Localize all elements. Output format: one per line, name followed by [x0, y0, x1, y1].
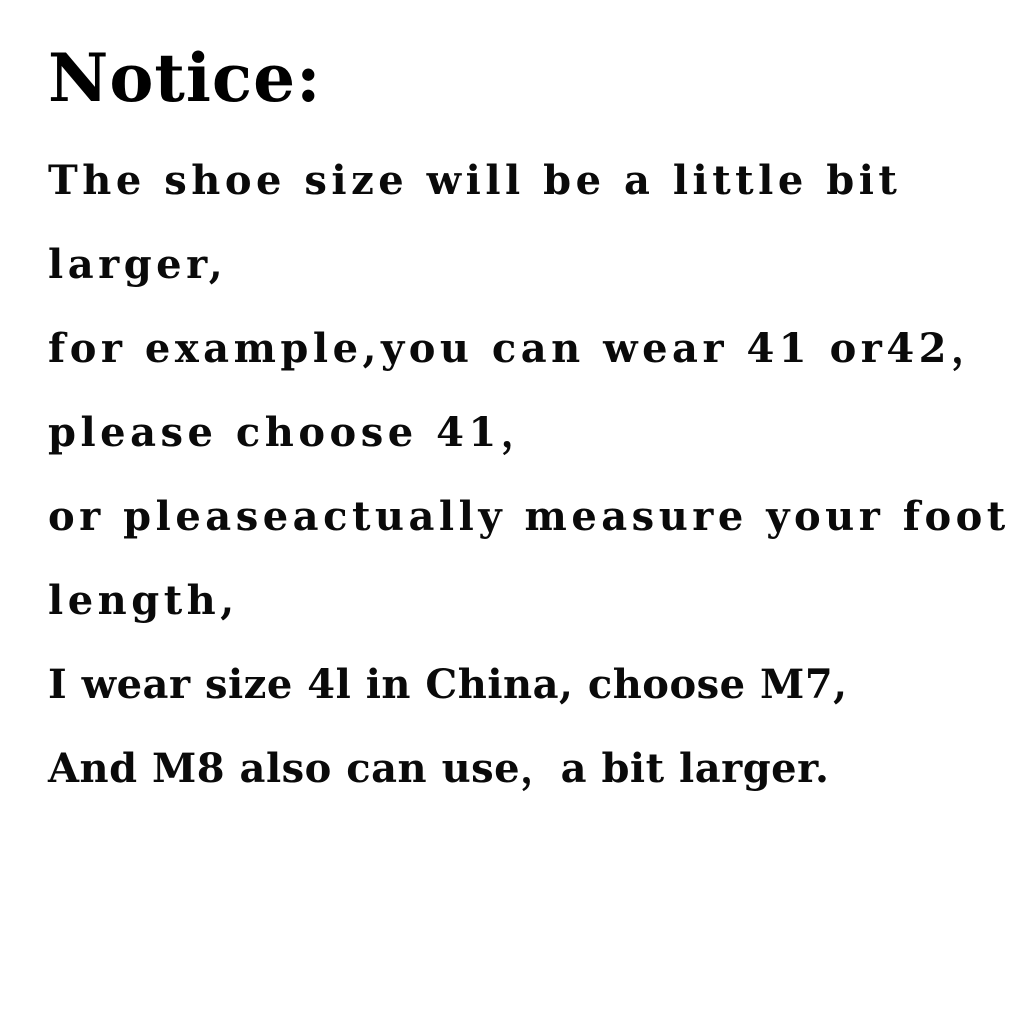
notice-line: length,	[48, 577, 239, 625]
notice-line: The shoe size will be a little bit	[48, 157, 902, 205]
page-title: Notice:	[48, 39, 322, 117]
notice-line: please choose 41，	[48, 409, 546, 457]
notice-line: larger,	[48, 241, 228, 289]
notice-line: And M8 also can use，a bit larger.	[48, 745, 830, 793]
notice-line: or pleaseactually measure your foot	[48, 493, 1010, 541]
notice-line: for example,you can wear 41 or42，	[48, 325, 996, 373]
notice-text-block	[48, 139, 1010, 811]
notice-line: I wear size 4l in China, choose M7,	[48, 661, 848, 709]
